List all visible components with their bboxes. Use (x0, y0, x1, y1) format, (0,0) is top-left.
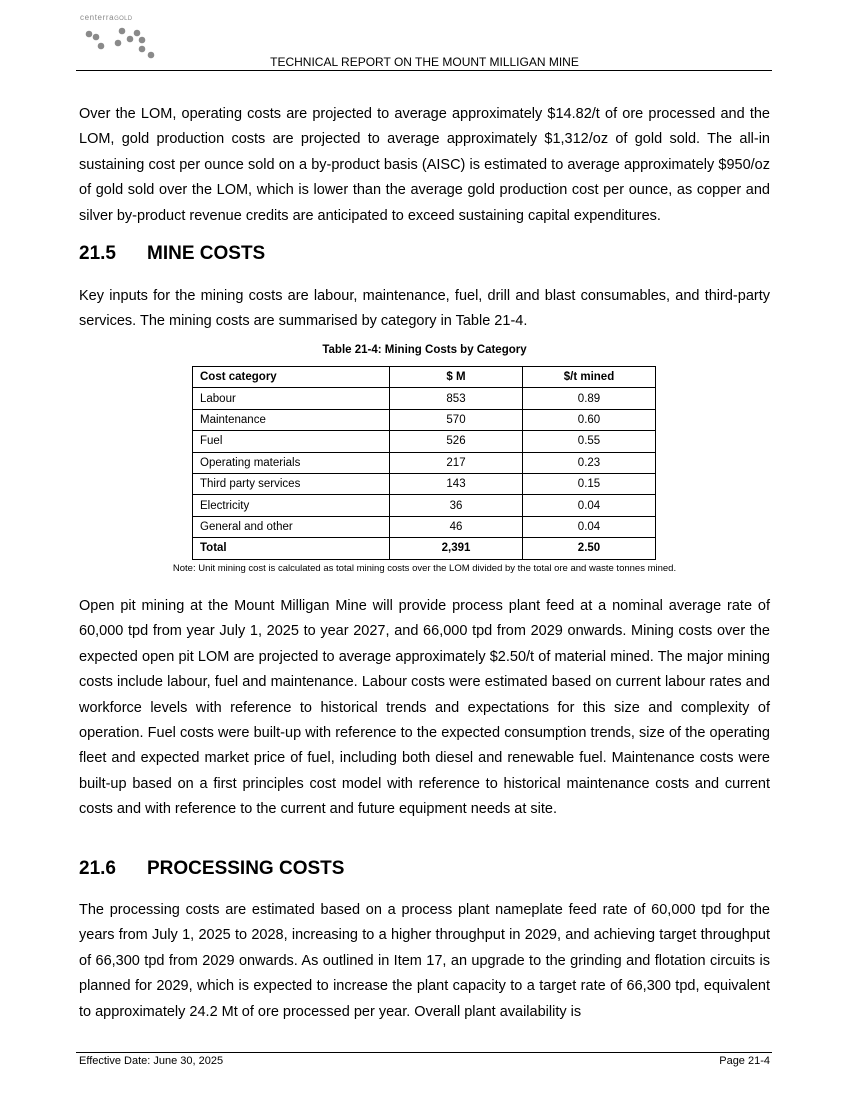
table-cell: 0.89 (523, 388, 656, 409)
intro-paragraph: Over the LOM, operating costs are projected to average approximately $14.82/t of ore processed and the LOM, gold production costs are projected to average approximately $1,312/oz of gold sold. The all-in sustaining cost per ounce sold on a by-product basis (AISC) is estimated to average approximately $950/oz of gold sold over the LOM, which is lower than the average gold production cost per ounce, as copper and silver by-product revenue credits are anticipated to exceed sustaining capital expenditures. (79, 106, 770, 224)
section-title: MINE COSTS (147, 243, 266, 264)
processing-costs-paragraph: The processing costs are estimated based on a process plant nameplate feed rate of 60,000 tpd for the years from July 1, 2025 to 2028, increasing to a higher throughput in 2029, and achieving target throughput of 66,300 tpd from 2029 onwards. As outlined in Item 17, an upgrade to the grinding and flotation circuits is planned for 2029, which is expected to increase the plant capacity to a target rate of 66,300 tpd, equivalent to approximately 24.2 Mt of ore processed per year. Overall plant availability is (79, 902, 770, 1020)
column-header: $/t mined (523, 367, 656, 388)
footer-divider (76, 1052, 772, 1053)
table-note: Note: Unit mining cost is calculated as total mining costs over the LOM divided by the total ore and waste tonnes mined. (172, 563, 677, 574)
section-number: 21.6 (79, 858, 116, 879)
table-cell: Operating materials (193, 452, 390, 473)
table-cell: 2,391 (390, 538, 523, 559)
section-title: PROCESSING COSTS (147, 858, 345, 879)
table-cell: 853 (390, 388, 523, 409)
table-cell: 0.04 (523, 495, 656, 516)
table-total-row (193, 538, 656, 559)
mine-costs-intro-paragraph: Key inputs for the mining costs are labour, maintenance, fuel, drill and blast consumables, and third-party services. The mining costs are summarised by category in Table 21-4. (79, 288, 770, 330)
table-cell: 0.04 (523, 516, 656, 537)
table-cell: General and other (193, 516, 390, 537)
table-cell: 36 (390, 495, 523, 516)
effective-date: Effective Date: June 30, 2025 (79, 1055, 224, 1067)
table-cell: Electricity (193, 495, 390, 516)
table-cell: 143 (390, 473, 523, 494)
column-header: $ M (390, 367, 523, 388)
table-row (193, 388, 656, 409)
table-row (193, 495, 656, 516)
table-row (193, 516, 656, 537)
logo-text: centerra (80, 13, 115, 22)
section-number: 21.5 (79, 243, 116, 264)
report-title: TECHNICAL REPORT ON THE MOUNT MILLIGAN MINE (270, 55, 579, 69)
section-heading-processing-costs (79, 858, 344, 880)
table-cell: 526 (390, 431, 523, 452)
table-header-row (193, 367, 656, 388)
table-cell: Labour (193, 388, 390, 409)
section-heading-mine-costs (79, 243, 265, 265)
table-cell: 570 (390, 409, 523, 430)
table-row (193, 409, 656, 430)
table-row (193, 473, 656, 494)
header-divider (76, 70, 772, 71)
mine-costs-detail-paragraph: Open pit mining at the Mount Milligan Mine will provide process plant feed at a nominal average rate of 60,000 tpd from year July 1, 2025 to year 2027, and 66,000 tpd from 2029 onwards. Mining costs over the expected open pit LOM are projected to average approximately $2.50/t of material mined. The major mining costs include labour, fuel and maintenance. Labour costs were estimated based on current labour rates and workforce levels with reference to historical trends and expectations for this size and complexity of operation. Fuel costs were built-up with reference to the expected consumption trends, size of the operating fleet and expected market price of fuel, including both diesel and renewable fuel. Maintenance costs were built-up based on a first principles cost model with reference to historical maintenance costs and current costs and with reference to the current and future equipment needs at site. (79, 598, 770, 818)
table-cell: Fuel (193, 431, 390, 452)
table-cell: 217 (390, 452, 523, 473)
page-number: Page 21-4 (719, 1055, 770, 1067)
table-row (193, 431, 656, 452)
table-cell: Third party services (193, 473, 390, 494)
table-cell: 46 (390, 516, 523, 537)
table-cell: 0.23 (523, 452, 656, 473)
table-cell: 0.55 (523, 431, 656, 452)
table-cell: 0.15 (523, 473, 656, 494)
table-caption: Table 21-4: Mining Costs by Category (322, 344, 527, 356)
table-row (193, 452, 656, 473)
table-cell: Total (193, 538, 390, 559)
mining-costs-table (192, 366, 656, 560)
column-header: Cost category (193, 367, 390, 388)
table-cell: 0.60 (523, 409, 656, 430)
table-cell: Maintenance (193, 409, 390, 430)
table-cell: 2.50 (523, 538, 656, 559)
logo-subtext: GOLD (114, 16, 133, 22)
